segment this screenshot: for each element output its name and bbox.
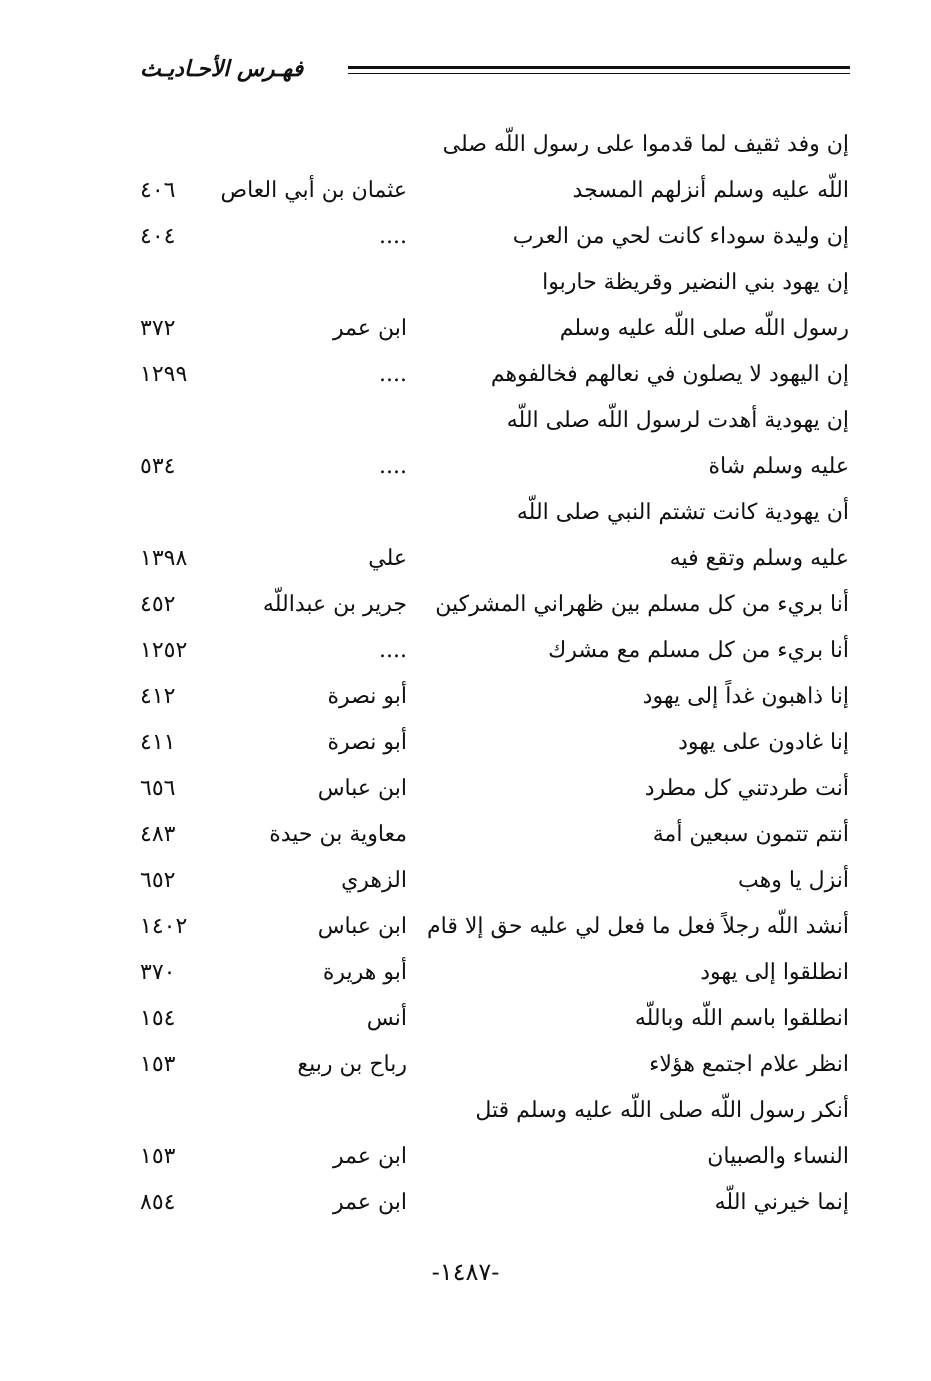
index-entry xyxy=(0,720,931,766)
narrator: معاوية بن حيدة xyxy=(269,822,407,847)
index-entry xyxy=(0,168,931,214)
hadith-text: إنا غادون على يهود xyxy=(678,730,849,755)
hadith-text: أنزل يا وهب xyxy=(738,868,849,893)
index-entry xyxy=(0,582,931,628)
page-reference: ١٥٤ xyxy=(140,1006,176,1031)
hadith-text: إنما خيرني اللّه xyxy=(714,1190,849,1215)
hadith-text: أنشد اللّه رجلاً فعل ما فعل لي عليه حق إلا قام xyxy=(427,914,849,939)
page-reference: ٨٥٤ xyxy=(140,1190,176,1215)
hadith-text: رسول اللّه صلى اللّه عليه وسلم xyxy=(559,316,849,341)
hadith-text: إن وفد ثقيف لما قدموا على رسول اللّه صلى xyxy=(442,132,849,157)
index-entry xyxy=(0,214,931,260)
narrator: أبو هريرة xyxy=(322,960,407,985)
narrator: أنس xyxy=(366,1006,407,1031)
hadith-text: أنا بريء من كل مسلم مع مشرك xyxy=(548,638,849,663)
hadith-text: إن يهود بني النضير وقريظة حاربوا xyxy=(542,270,849,295)
page-header xyxy=(140,52,850,86)
narrator: ابن عباس xyxy=(317,776,407,801)
page-reference: ١٢٩٩ xyxy=(140,362,188,387)
hadith-text: إن وليدة سوداء كانت لحي من العرب xyxy=(512,224,849,249)
narrator: .... xyxy=(379,362,407,387)
page-reference: ١٢٥٢ xyxy=(140,638,188,663)
page-reference: ٤٠٦ xyxy=(140,178,176,203)
narrator: أبو نصرة xyxy=(327,730,407,755)
page-reference: ٣٧٠ xyxy=(140,960,176,985)
page-reference: ٤٠٤ xyxy=(140,224,176,249)
index-entry xyxy=(0,398,931,444)
hadith-text: أن يهودية كانت تشتم النبي صلى اللّه xyxy=(516,500,849,525)
hadith-text: أنت طردتني كل مطرد xyxy=(644,776,849,801)
index-entry xyxy=(0,260,931,306)
index-entry xyxy=(0,1134,931,1180)
hadith-text: أنا بريء من كل مسلم بين ظهراني المشركين xyxy=(435,592,849,617)
index-entry xyxy=(0,490,931,536)
narrator: ابن عمر xyxy=(333,1190,407,1215)
narrator: عثمان بن أبي العاص xyxy=(220,178,407,203)
narrator: رباح بن ربيع xyxy=(297,1052,407,1077)
index-entry xyxy=(0,536,931,582)
narrator: علي xyxy=(368,546,407,571)
header-rule-thick xyxy=(348,66,850,69)
narrator: .... xyxy=(379,224,407,249)
index-entry xyxy=(0,1180,931,1226)
page-reference: ٤٨٣ xyxy=(140,822,176,847)
page-reference: ٤١١ xyxy=(140,730,176,755)
page-reference: ٤٥٢ xyxy=(140,592,176,617)
index-entry xyxy=(0,904,931,950)
hadith-text: انظر علام اجتمع هؤلاء xyxy=(649,1052,849,1077)
index-entry xyxy=(0,1088,931,1134)
narrator: أبو نصرة xyxy=(327,684,407,709)
index-entry xyxy=(0,1042,931,1088)
hadith-text: النساء والصبيان xyxy=(707,1144,849,1169)
index-entry xyxy=(0,628,931,674)
page-number: -١٤٨٧- xyxy=(431,1258,500,1286)
hadith-text: أنكر رسول اللّه صلى اللّه عليه وسلم قتل xyxy=(475,1098,849,1123)
hadith-text: إنا ذاهبون غداً إلى يهود xyxy=(642,684,849,709)
hadith-text: إن اليهود لا يصلون في نعالهم فخالفوهم xyxy=(490,362,849,387)
hadith-text: انطلقوا باسم اللّه وباللّه xyxy=(634,1006,849,1031)
narrator: جرير بن عبداللّه xyxy=(262,592,407,617)
page-reference: ٦٥٢ xyxy=(140,868,176,893)
hadith-text: انطلقوا إلى يهود xyxy=(700,960,849,985)
header-title: فهـرس الأحـاديـث xyxy=(140,56,304,82)
hadith-text: أنتم تتمون سبعين أمة xyxy=(652,822,849,847)
hadith-text: عليه وسلم وتقع فيه xyxy=(669,546,849,571)
narrator: .... xyxy=(379,454,407,479)
index-entry xyxy=(0,858,931,904)
index-entry xyxy=(0,812,931,858)
page-reference: ٥٣٤ xyxy=(140,454,176,479)
hadith-text: عليه وسلم شاة xyxy=(708,454,849,479)
hadith-text: إن يهودية أهدت لرسول اللّه صلى اللّه xyxy=(506,408,849,433)
page-reference: ١٤٠٢ xyxy=(140,914,188,939)
page-reference: ٤١٢ xyxy=(140,684,176,709)
narrator: .... xyxy=(379,638,407,663)
index-entry xyxy=(0,950,931,996)
index-entry xyxy=(0,996,931,1042)
index-entry xyxy=(0,306,931,352)
index-entry xyxy=(0,766,931,812)
index-entry xyxy=(0,674,931,720)
index-entry xyxy=(0,444,931,490)
page-reference: ١٣٩٨ xyxy=(140,546,188,571)
page-reference: ٣٧٢ xyxy=(140,316,176,341)
header-rule-thin xyxy=(348,73,850,74)
index-entry xyxy=(0,122,931,168)
narrator: ابن عباس xyxy=(317,914,407,939)
hadith-text: اللّه عليه وسلم أنزلهم المسجد xyxy=(572,178,849,203)
page-reference: ٦٥٦ xyxy=(140,776,176,801)
narrator: ابن عمر xyxy=(333,316,407,341)
index-entry xyxy=(0,352,931,398)
page-reference: ١٥٣ xyxy=(140,1052,176,1077)
narrator: ابن عمر xyxy=(333,1144,407,1169)
narrator: الزهري xyxy=(341,868,407,893)
page-reference: ١٥٣ xyxy=(140,1144,176,1169)
